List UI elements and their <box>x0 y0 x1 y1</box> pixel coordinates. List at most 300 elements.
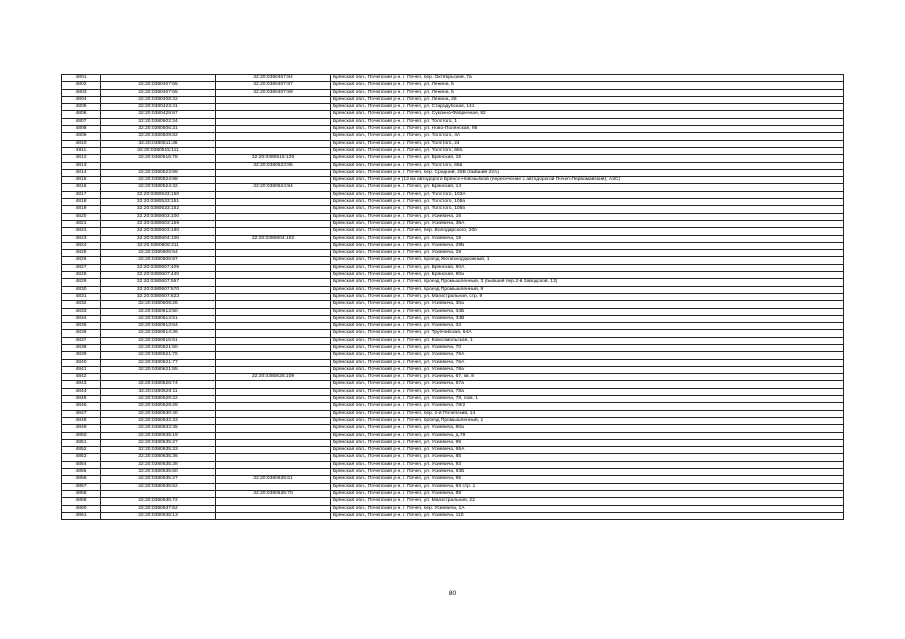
cadastral-number-cell: 32:20:0380621:60 <box>101 344 216 351</box>
cadastral-number-cell: 32:20:0380506:31 <box>101 126 216 133</box>
address-cell: Брянская обл., Почепский р-н, г. Почеп, ул. Брянская, 90А <box>331 264 844 271</box>
address-cell: Брянская обл., Почепский р-н, г. Почеп, ул. Трубчевская, 54А <box>331 330 844 337</box>
cadastral-number-cell: 32:20:0380603:100 <box>101 213 216 220</box>
row-number-cell: 4844 <box>62 388 101 395</box>
table-row <box>62 476 844 483</box>
cadastral-number-cell: 32:20:0380607:570 <box>101 286 216 293</box>
address-cell: Брянская обл., Почепский р-н (13 км автодороги Брянск-Новозыбков (пересечение с автодорогой Почеп-Первомайский); АЗС) <box>331 177 844 184</box>
object-cadastral-number-cell <box>216 228 331 235</box>
cadastral-number-cell: 32:20:0380603:159 <box>101 220 216 227</box>
address-cell: Брянская обл., Почепский р-н, г. Почеп, ул. Толстого, 103А <box>331 191 844 198</box>
cadastral-number-cell: 32:20:0380606:64 <box>101 250 216 257</box>
address-cell: Брянская обл., Почепский р-н, г. Почеп, ул. Толстого, 65в <box>331 162 844 169</box>
object-cadastral-number-cell <box>216 417 331 424</box>
address-cell: Брянская обл., Почепский р-н, г. Почеп, ул. Усиевича, 70 <box>331 344 844 351</box>
object-cadastral-number-cell <box>216 344 331 351</box>
table-row <box>62 104 844 111</box>
address-cell: Брянская обл., Почепский р-н, г. Почеп, пер. 2-й Почепский, 14 <box>331 410 844 417</box>
address-cell: Брянская обл., Почепский р-н, г. Почеп, ул. Усиевича, 67, кв. 8 <box>331 374 844 381</box>
table-row <box>62 315 844 322</box>
cadastral-number-cell: 32:20:0380533:150 <box>101 191 216 198</box>
table-row <box>62 155 844 162</box>
object-cadastral-number-cell <box>216 126 331 133</box>
address-cell: Брянская обл., Почепский р-н, г. Почеп, ул. Усиевича, 95 <box>331 476 844 483</box>
address-cell: Брянская обл., Почепский р-н, г. Почеп, проезд Промышленный, 3 (бывший пер.2-й Заводской, 13) <box>331 279 844 286</box>
row-number-cell: 4837 <box>62 337 101 344</box>
row-number-cell: 4861 <box>62 512 101 519</box>
table-row <box>62 461 844 468</box>
cadastral-number-cell: 32:20:0380408:32 <box>101 96 216 103</box>
page-number: 80 <box>448 590 457 597</box>
cadastral-number-cell: 32:20:0380533:152 <box>101 206 216 213</box>
object-cadastral-number-cell <box>216 257 331 264</box>
object-cadastral-number-cell: 32:20:0380626:109 <box>216 374 331 381</box>
address-cell: Брянская обл., Почепский р-н, г. Почеп, ул. Брянская, 15 <box>331 155 844 162</box>
row-number-cell: 4825 <box>62 250 101 257</box>
object-cadastral-number-cell <box>216 447 331 454</box>
object-cadastral-number-cell <box>216 111 331 118</box>
object-cadastral-number-cell <box>216 191 331 198</box>
object-cadastral-number-cell <box>216 337 331 344</box>
row-number-cell: 4848 <box>62 417 101 424</box>
table-row <box>62 483 844 490</box>
cadastral-number-cell <box>101 162 216 169</box>
table-row <box>62 439 844 446</box>
table-row <box>62 490 844 497</box>
object-cadastral-number-cell: 32:20:0380523:85 <box>216 162 331 169</box>
address-cell: Брянская обл., Почепский р-н, г. Почеп, ул. Усиевича, 29 <box>331 250 844 257</box>
row-number-cell: 4805 <box>62 104 101 111</box>
cadastral-number-cell: 32:20:0380609:26 <box>101 301 216 308</box>
table-row <box>62 293 844 300</box>
address-cell: Брянская обл., Почепский р-н, г. Почеп, проезд Промышленный, 1 <box>331 417 844 424</box>
object-cadastral-number-cell <box>216 432 331 439</box>
address-cell: Брянская обл., Почепский р-н, г. Почеп, ул. Толстого, 105а <box>331 199 844 206</box>
object-cadastral-number-cell <box>216 359 331 366</box>
table-row <box>62 279 844 286</box>
row-number-cell: 4859 <box>62 498 101 505</box>
object-cadastral-number-cell <box>216 512 331 519</box>
object-cadastral-number-cell <box>216 498 331 505</box>
address-cell: Брянская обл., Почепский р-н, г. Почеп, ул. Усиевича, 110 <box>331 512 844 519</box>
address-cell: Брянская обл., Почепский р-н, г. Почеп, ул. Усиевича, 78а <box>331 366 844 373</box>
table-row <box>62 498 844 505</box>
address-cell: Брянская обл., Почепский р-н, г. Почеп, ул. Усиевича, 93 стр. 1 <box>331 483 844 490</box>
row-number-cell: 4846 <box>62 403 101 410</box>
object-cadastral-number-cell <box>216 308 331 315</box>
table-row <box>62 133 844 140</box>
row-number-cell: 4829 <box>62 279 101 286</box>
cadastral-number-cell: 32:20:0380604:100 <box>101 235 216 242</box>
address-cell: Брянская обл., Почепский р-н, г. Почеп, ул. Ленина, 28 <box>331 96 844 103</box>
table-row <box>62 177 844 184</box>
table-row <box>62 199 844 206</box>
row-number-cell: 4849 <box>62 425 101 432</box>
row-number-cell: 4860 <box>62 505 101 512</box>
cadastral-number-cell: 32:20:0380630:40 <box>101 410 216 417</box>
table-row <box>62 126 844 133</box>
row-number-cell: 4802 <box>62 82 101 89</box>
row-number-cell: 4815 <box>62 177 101 184</box>
address-cell: Брянская обл., Почепский р-н, г. Почеп, ул. Усиевича, 78а <box>331 388 844 395</box>
table-row <box>62 308 844 315</box>
address-cell: Брянская обл., Почепский р-н, г. Почеп, ул. Толстого, 105б <box>331 206 844 213</box>
row-number-cell: 4830 <box>62 286 101 293</box>
object-cadastral-number-cell <box>216 505 331 512</box>
table-row <box>62 242 844 249</box>
address-cell: Брянская обл., Почепский р-н, г. Почеп, ул. Усиевича, 34В <box>331 315 844 322</box>
cadastral-number-cell: 32:20:0380614:36 <box>101 330 216 337</box>
object-cadastral-number-cell <box>216 272 331 279</box>
object-cadastral-number-cell <box>216 96 331 103</box>
row-number-cell: 4821 <box>62 220 101 227</box>
address-cell: Брянская обл., Почепский р-н, г. Почеп, ул. Комсомольская, 1 <box>331 337 844 344</box>
object-cadastral-number-cell <box>216 323 331 330</box>
table-row <box>62 330 844 337</box>
table-row <box>62 432 844 439</box>
address-cell: Брянская обл., Почепский р-н, г. Почеп, ул. Толстого, 1 <box>331 118 844 125</box>
address-cell: Брянская обл., Почепский р-н, г. Почеп, ул. Усиевича, 95А <box>331 447 844 454</box>
address-cell: Брянская обл., Почепский р-н, г. Почеп, ул. Стародубская, 141 <box>331 104 844 111</box>
row-number-cell: 4843 <box>62 381 101 388</box>
row-number-cell: 4839 <box>62 352 101 359</box>
cadastral-number-cell: 32:20:0380638:13 <box>101 512 216 519</box>
row-number-cell: 4854 <box>62 461 101 468</box>
row-number-cell: 4857 <box>62 483 101 490</box>
address-cell: Брянская обл., Почепский р-н, г. Почеп, ул. Толстого, 65б <box>331 147 844 154</box>
table-row <box>62 235 844 242</box>
table-row <box>62 272 844 279</box>
table-row <box>62 512 844 519</box>
table-row <box>62 220 844 227</box>
cadastral-number-cell: 32:20:0380621:77 <box>101 359 216 366</box>
table-row <box>62 359 844 366</box>
row-number-cell: 4814 <box>62 169 101 176</box>
cadastral-number-cell: 32:20:0380607:623 <box>101 293 216 300</box>
cadastral-number-cell: 32:20:0380533:151 <box>101 199 216 206</box>
address-cell: Брянская обл., Почепский р-н, г. Почеп, пер. Октябрьский, 7а <box>331 75 844 82</box>
object-cadastral-number-cell <box>216 469 331 476</box>
object-cadastral-number-cell: 32:20:0380635:70 <box>216 490 331 497</box>
cadastral-number-cell: 32:20:0380635:38 <box>101 461 216 468</box>
cadastral-number-cell: 32:20:0380502:34 <box>101 118 216 125</box>
cadastral-number-cell: 32:20:0380635:60 <box>101 469 216 476</box>
address-cell: Брянская обл., Почепский р-н, г. Почеп, проезд Железнодорожный, 1 <box>331 257 844 264</box>
address-cell: Брянская обл., Почепский р-н, г. Почеп, ул. Ново-Полянская, 95 <box>331 126 844 133</box>
row-number-cell: 4834 <box>62 315 101 322</box>
row-number-cell: 4842 <box>62 374 101 381</box>
table-row <box>62 396 844 403</box>
object-cadastral-number-cell: 32:20:0380524:94 <box>216 184 331 191</box>
object-cadastral-number-cell <box>216 199 331 206</box>
address-cell: Брянская обл., Почепский р-н, г. Почеп, ул. Ленина, 5 <box>331 89 844 96</box>
address-cell: Брянская обл., Почепский р-н, г. Почеп, ул. Усиевича, 76А <box>331 359 844 366</box>
object-cadastral-number-cell <box>216 352 331 359</box>
address-cell: Брянская обл., Почепский р-н, г. Почеп, проезд Промышленный, 9 <box>331 286 844 293</box>
cadastral-number-cell: 32:20:0380607:440 <box>101 272 216 279</box>
object-cadastral-number-cell <box>216 177 331 184</box>
table-row <box>62 403 844 410</box>
object-cadastral-number-cell <box>216 425 331 432</box>
table-row <box>62 111 844 118</box>
cadastral-number-cell <box>101 374 216 381</box>
table-row <box>62 147 844 154</box>
address-cell: Брянская обл., Почепский р-н, г. Почеп, ул. Магистральная, стр. 9 <box>331 293 844 300</box>
row-number-cell: 4836 <box>62 330 101 337</box>
object-cadastral-number-cell <box>216 396 331 403</box>
object-cadastral-number-cell: 32:20:0380407:84 <box>216 75 331 82</box>
cadastral-number-cell: 32:20:0380635:27 <box>101 476 216 483</box>
cadastral-number-cell: 32:20:0380633:35 <box>101 425 216 432</box>
object-cadastral-number-cell <box>216 388 331 395</box>
table-row <box>62 118 844 125</box>
object-cadastral-number-cell <box>216 366 331 373</box>
address-cell: Брянская обл., Почепский р-н, г. Почеп, пер. Усиевича, 1А <box>331 505 844 512</box>
table-row <box>62 388 844 395</box>
row-number-cell: 4838 <box>62 344 101 351</box>
table-row <box>62 162 844 169</box>
object-cadastral-number-cell <box>216 213 331 220</box>
cadastral-number-cell: 32:20:0380515:111 <box>101 147 216 154</box>
address-cell: Брянская обл., Почепский р-н, г. Почеп, ул. Усиевича, 85 <box>331 454 844 461</box>
object-cadastral-number-cell <box>216 315 331 322</box>
cadastral-number-cell: 32:20:0380428:67 <box>101 111 216 118</box>
cadastral-number-cell: 32:20:0380629:22 <box>101 396 216 403</box>
object-cadastral-number-cell <box>216 454 331 461</box>
cadastral-number-cell: 32:20:0380509:82 <box>101 133 216 140</box>
cadastral-number-cell: 32:20:0380423:41 <box>101 104 216 111</box>
cadastral-number-cell: 32:20:0380635:36 <box>101 454 216 461</box>
row-number-cell: 4841 <box>62 366 101 373</box>
row-number-cell: 4803 <box>62 89 101 96</box>
address-cell: Брянская обл., Почепский р-н, г. Почеп, ул. Усиевича, 93 <box>331 461 844 468</box>
address-cell: Брянская обл., Почепский р-н, г. Почеп, ул. Усиевича, 29Б <box>331 242 844 249</box>
table-row <box>62 505 844 512</box>
table-row <box>62 206 844 213</box>
cadastral-table <box>61 74 844 520</box>
cadastral-number-cell: 32:20:0380629:28 <box>101 403 216 410</box>
cadastral-number-cell: 32:20:0380407:65 <box>101 89 216 96</box>
row-number-cell: 4807 <box>62 118 101 125</box>
table-row <box>62 323 844 330</box>
row-number-cell: 4827 <box>62 264 101 271</box>
address-cell: Брянская обл., Почепский р-н, г. Почеп, ул. Усиевича, 16 <box>331 213 844 220</box>
row-number-cell: 4853 <box>62 454 101 461</box>
object-cadastral-number-cell: 32:20:0380635:61 <box>216 476 331 483</box>
object-cadastral-number-cell <box>216 169 331 176</box>
cadastral-number-cell: 32:20:0380407:65 <box>101 82 216 89</box>
cadastral-number-cell: 32:20:0380626:74 <box>101 381 216 388</box>
table-row <box>62 381 844 388</box>
address-cell: Брянская обл., Почепский р-н, г. Почеп, ул. Усиевича, 76А <box>331 352 844 359</box>
table-row <box>62 447 844 454</box>
row-number-cell: 4812 <box>62 155 101 162</box>
table-row <box>62 75 844 82</box>
row-number-cell: 4840 <box>62 359 101 366</box>
cadastral-number-cell <box>101 75 216 82</box>
table-row <box>62 286 844 293</box>
address-cell: Брянская обл., Почепский р-н, г. Почеп, ул. Толстого, 24 <box>331 140 844 147</box>
cadastral-number-cell: 32:20:0380615:61 <box>101 337 216 344</box>
row-number-cell: 4826 <box>62 257 101 264</box>
address-cell: Брянская обл., Почепский р-н, г. Почеп, ул. Усиевича, 78/2 <box>331 403 844 410</box>
address-cell: Брянская обл., Почепский р-н, г. Почеп, ул. Усиевича, 19 <box>331 235 844 242</box>
row-number-cell: 4806 <box>62 111 101 118</box>
row-number-cell: 4820 <box>62 213 101 220</box>
row-number-cell: 4856 <box>62 476 101 483</box>
object-cadastral-number-cell <box>216 118 331 125</box>
cadastral-number-cell: 32:20:0380607:409 <box>101 264 216 271</box>
table-row <box>62 410 844 417</box>
cadastral-number-cell: 32:20:0380603:160 <box>101 228 216 235</box>
cadastral-number-cell: 32:20:0380515:78 <box>101 155 216 162</box>
object-cadastral-number-cell <box>216 242 331 249</box>
row-number-cell: 4852 <box>62 447 101 454</box>
table-row <box>62 191 844 198</box>
object-cadastral-number-cell: 32:20:0380515:129 <box>216 155 331 162</box>
row-number-cell: 4822 <box>62 228 101 235</box>
row-number-cell: 4835 <box>62 323 101 330</box>
table-row <box>62 469 844 476</box>
object-cadastral-number-cell <box>216 279 331 286</box>
object-cadastral-number-cell: 32:20:0380407:97 <box>216 82 331 89</box>
address-cell: Брянская обл., Почепский р-н, г. Почеп, ул. Усиевича, 93Б <box>331 469 844 476</box>
row-number-cell: 4832 <box>62 301 101 308</box>
address-cell: Брянская обл., Почепский р-н, г. Почеп, пер. Средний, 26В (бывший 22А) <box>331 169 844 176</box>
table-row <box>62 366 844 373</box>
row-number-cell: 4808 <box>62 126 101 133</box>
cadastral-number-cell: 32:20:0380635:27 <box>101 439 216 446</box>
cadastral-number-cell: 32:20:0380629:11 <box>101 388 216 395</box>
document-page <box>61 74 844 520</box>
table-row <box>62 82 844 89</box>
object-cadastral-number-cell <box>216 403 331 410</box>
row-number-cell: 4858 <box>62 490 101 497</box>
table-row <box>62 454 844 461</box>
cadastral-number-cell: 32:20:0380606:87 <box>101 257 216 264</box>
object-cadastral-number-cell <box>216 483 331 490</box>
table-row <box>62 264 844 271</box>
cadastral-number-cell: 32:20:0380635:72 <box>101 498 216 505</box>
cadastral-number-cell: 32:20:0380637:52 <box>101 505 216 512</box>
table-row <box>62 417 844 424</box>
address-cell: Брянская обл., Почепский р-н, г. Почеп, ул. Усиевича, 34 <box>331 323 844 330</box>
row-number-cell: 4833 <box>62 308 101 315</box>
address-cell: Брянская обл., Почепский р-н, г. Почеп, ул. Усиевича, 30а <box>331 301 844 308</box>
cadastral-number-cell: 32:20:0380621:85 <box>101 366 216 373</box>
cadastral-number-cell: 32:20:0380635:33 <box>101 447 216 454</box>
row-number-cell: 4828 <box>62 272 101 279</box>
address-cell: Брянская обл., Почепский р-н, г. Почеп, ул. Магистральная, 22 <box>331 498 844 505</box>
table-row <box>62 374 844 381</box>
object-cadastral-number-cell <box>216 381 331 388</box>
cadastral-number-cell: 32:20:0380613:51 <box>101 315 216 322</box>
address-cell: Брянская обл., Почепский р-н, г. Почеп, ул. Брянская, 90а <box>331 272 844 279</box>
object-cadastral-number-cell <box>216 330 331 337</box>
cadastral-number-cell: 32:20:0380632:43 <box>101 417 216 424</box>
table-row <box>62 213 844 220</box>
cadastral-number-cell: 32:20:0380613:64 <box>101 323 216 330</box>
row-number-cell: 4845 <box>62 396 101 403</box>
address-cell: Брянская обл., Почепский р-н, г. Почеп, ул. Ленина, 5 <box>331 82 844 89</box>
row-number-cell: 4816 <box>62 184 101 191</box>
object-cadastral-number-cell <box>216 104 331 111</box>
table-row <box>62 301 844 308</box>
address-cell: Брянская обл., Почепский р-н, г. Почеп, ул. Усиевича, д.79 <box>331 432 844 439</box>
object-cadastral-number-cell <box>216 264 331 271</box>
table-row <box>62 228 844 235</box>
object-cadastral-number-cell <box>216 220 331 227</box>
cadastral-number-cell: 32:20:0380607:557 <box>101 279 216 286</box>
cadastral-number-cell: 32:20:0380524:42 <box>101 184 216 191</box>
row-number-cell: 4855 <box>62 469 101 476</box>
cadastral-number-cell: 32:20:0380635:19 <box>101 432 216 439</box>
object-cadastral-number-cell <box>216 293 331 300</box>
table-row <box>62 96 844 103</box>
table-row <box>62 337 844 344</box>
address-cell: Брянская обл., Почепский р-н, г. Почеп, ул. Усиевича, 38А <box>331 220 844 227</box>
address-cell: Брянская обл., Почепский р-н, г. Почеп, ул. Усиевича, 67а <box>331 381 844 388</box>
row-number-cell: 4809 <box>62 133 101 140</box>
object-cadastral-number-cell <box>216 250 331 257</box>
cadastral-number-cell: 32:20:0380635:62 <box>101 483 216 490</box>
row-number-cell: 4819 <box>62 206 101 213</box>
row-number-cell: 4811 <box>62 147 101 154</box>
address-cell: Брянская обл., Почепский р-н, г. Почеп, ул. Усиевича, 78, пом. 1 <box>331 396 844 403</box>
object-cadastral-number-cell <box>216 286 331 293</box>
row-number-cell: 4823 <box>62 235 101 242</box>
object-cadastral-number-cell <box>216 206 331 213</box>
object-cadastral-number-cell <box>216 140 331 147</box>
table-row <box>62 140 844 147</box>
table-row <box>62 250 844 257</box>
address-cell: Брянская обл., Почепский р-н, г. Почеп, ул. Суконно-Фабричная, 82 <box>331 111 844 118</box>
table-row <box>62 352 844 359</box>
row-number-cell: 4850 <box>62 432 101 439</box>
table-body <box>62 75 844 520</box>
object-cadastral-number-cell <box>216 133 331 140</box>
object-cadastral-number-cell: 32:20:0380407:99 <box>216 89 331 96</box>
cadastral-number-cell: 32:20:0380511:36 <box>101 140 216 147</box>
row-number-cell: 4804 <box>62 96 101 103</box>
table-row <box>62 344 844 351</box>
table-row <box>62 169 844 176</box>
row-number-cell: 4831 <box>62 293 101 300</box>
table-row <box>62 425 844 432</box>
cadastral-number-cell <box>101 490 216 497</box>
address-cell: Брянская обл., Почепский р-н, г. Почеп, ул. Усиевича, 80а <box>331 425 844 432</box>
table-row <box>62 184 844 191</box>
row-number-cell: 4817 <box>62 191 101 198</box>
row-number-cell: 4851 <box>62 439 101 446</box>
address-cell: Брянская обл., Почепский р-н, г. Почеп, ул. Брянская, 14 <box>331 184 844 191</box>
object-cadastral-number-cell <box>216 410 331 417</box>
address-cell: Брянская обл., Почепский р-н, г. Почеп, ул. Усиевича, 89 <box>331 490 844 497</box>
address-cell: Брянская обл., Почепский р-н, г. Почеп, пер. Володарского, 20б <box>331 228 844 235</box>
table-row <box>62 257 844 264</box>
object-cadastral-number-cell <box>216 147 331 154</box>
row-number-cell: 4818 <box>62 199 101 206</box>
cadastral-number-cell: 32:20:0380524:88 <box>101 177 216 184</box>
row-number-cell: 4810 <box>62 140 101 147</box>
row-number-cell: 4824 <box>62 242 101 249</box>
table-row <box>62 89 844 96</box>
row-number-cell: 4801 <box>62 75 101 82</box>
cadastral-number-cell: 32:20:0380621:76 <box>101 352 216 359</box>
address-cell: Брянская обл., Почепский р-н, г. Почеп, ул. Усиевича, 34Б <box>331 308 844 315</box>
row-number-cell: 4813 <box>62 162 101 169</box>
cadastral-number-cell: 32:20:0380606:211 <box>101 242 216 249</box>
